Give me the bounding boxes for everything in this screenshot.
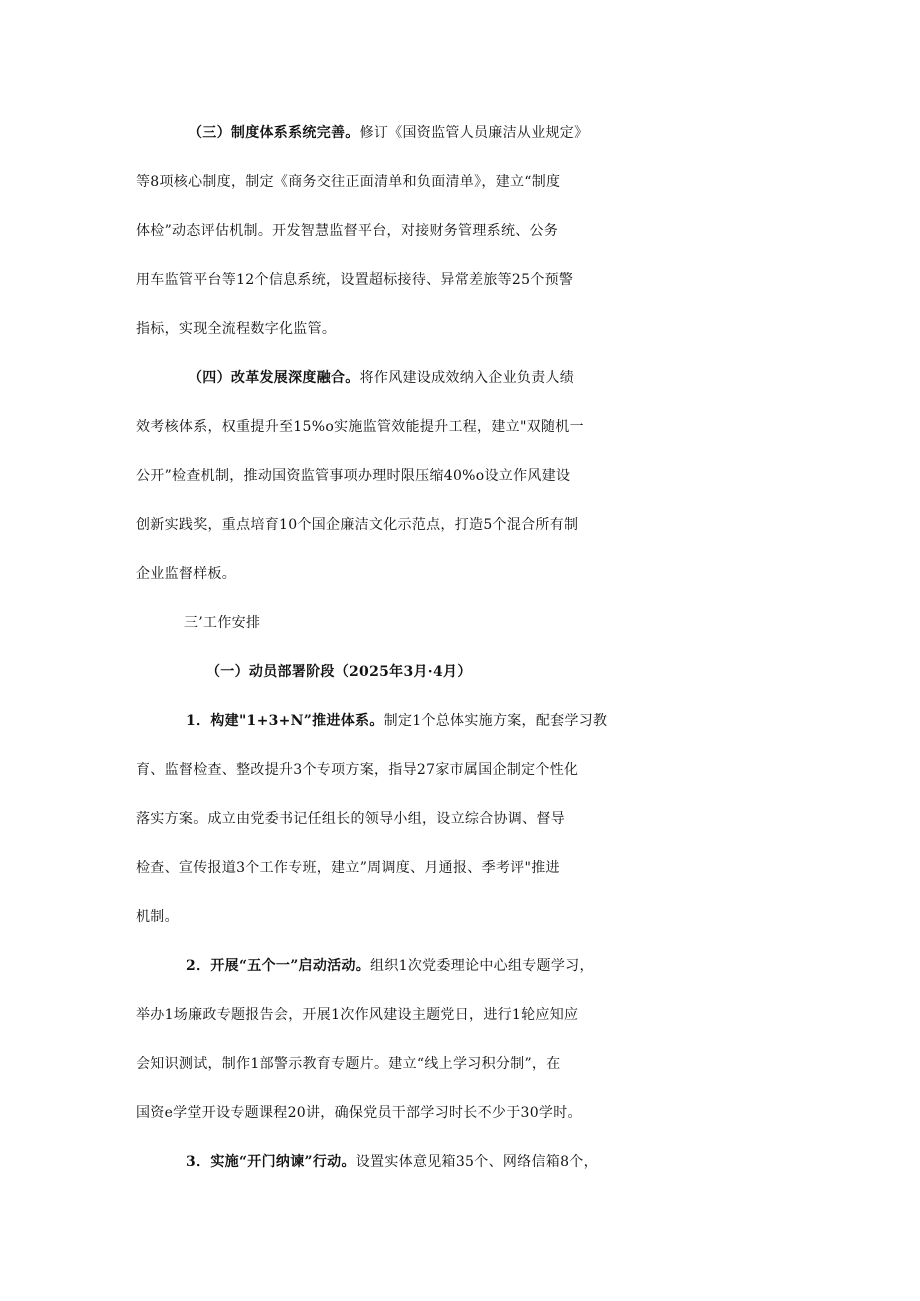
section3-line1	[0, 113, 920, 153]
item2-heading: 2．开展“五个一”启动活动。	[186, 958, 371, 974]
section3-line3: 体检”动态评估机制。开发智慧监督平台，对接财务管理系统、公务	[136, 223, 559, 239]
item2-line1-text: 组织1次党委理论中心组专题学习，	[370, 958, 594, 974]
section4-heading: （四）改革发展深度融合。	[188, 370, 360, 386]
item1-line1	[0, 701, 920, 741]
section4-line5: 企业监督样板。	[136, 566, 237, 582]
item1-line5: 机制。	[136, 909, 179, 925]
item2-line1	[0, 946, 920, 986]
section4-line2: 效考核体系，权重提升至15%o实施监管效能提升工程，建立"双随机一	[136, 419, 584, 435]
item3-heading: 3．实施“开门纳谏”行动。	[186, 1154, 356, 1170]
item3-line1	[0, 1142, 920, 1182]
section3-line2: 等8项核心制度，制定《商务交往正面清单和负面清单》，建立“制度	[136, 174, 561, 190]
section3-heading: （三）制度体系系统完善。	[188, 125, 360, 141]
item1-line2: 育、监督检查、整改提升3个专项方案，指导27家市属国企制定个性化	[136, 762, 579, 778]
section4-line3: 公开”检查机制，推动国资监管事项办理时限压缩40%o设立作风建设	[136, 468, 571, 484]
section3-line1-text: 修订《国资监管人员廉洁从业规定》	[359, 125, 589, 141]
item1-line3: 落实方案。成立由党委书记任组长的领导小组，设立综合协调、督导	[136, 811, 565, 827]
section4-line1	[0, 358, 920, 398]
section3-line4: 用车监管平台等12个信息系统，设置超标接待、异常差旅等25个预警	[136, 272, 574, 288]
section3-line5: 指标，实现全流程数字化监管。	[136, 321, 337, 337]
item2-line3: 会知识测试，制作1部警示教育专题片。建立“线上学习积分制”，在	[136, 1056, 561, 1072]
item3-line1-text: 设置实体意见箱35个、网络信箱8个，	[355, 1154, 598, 1170]
item1-heading: 1．构建"1+3+N”推进体系。	[186, 713, 384, 729]
item1-line4: 检查、宣传报道3个工作专班，建立”周调度、月通报、季考评"推进	[136, 860, 560, 876]
section4-line4: 创新实践奖，重点培育10个国企廉洁文化示范点，打造5个混合所有制	[136, 517, 579, 533]
item2-line2: 举办1场廉政专题报告会，开展1次作风建设主题党日，进行1轮应知应	[136, 1007, 579, 1023]
phase1-title: （一）动员部署阶段（2025年3月·4月）	[206, 664, 472, 680]
part3-title: 三’工作安排	[184, 615, 261, 631]
item1-line1-text: 制定1个总体实施方案，配套学习教	[383, 713, 608, 729]
item2-line4: 国资e学堂开设专题课程20讲，确保党员干部学习时长不少于30学时。	[136, 1105, 582, 1121]
section4-line1-text: 将作风建设成效纳入企业负责人绩	[359, 370, 575, 386]
